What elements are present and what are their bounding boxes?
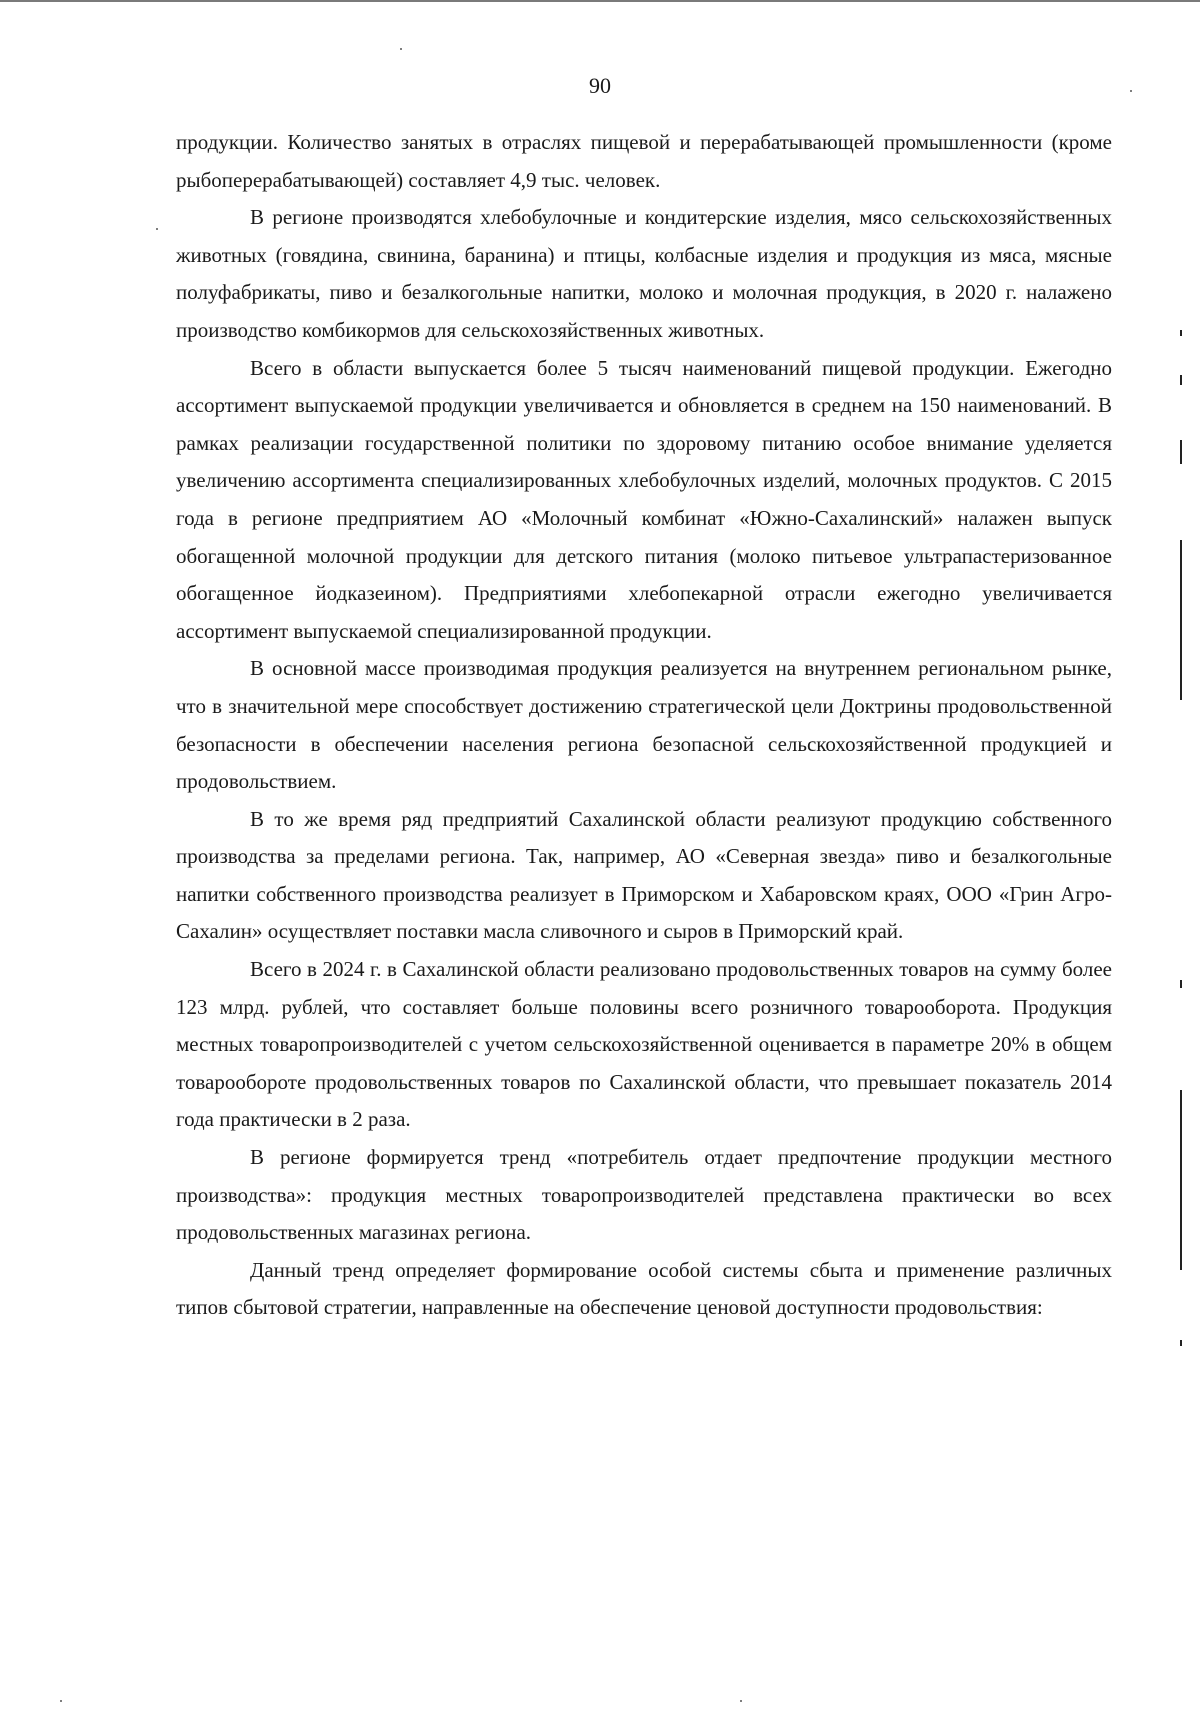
scan-speck — [740, 1700, 742, 1702]
scan-top-edge — [0, 0, 1200, 2]
paragraph-1: продукции. Количество занятых в отраслях пищевой и перерабатывающей промышленности (кроме рыбоперерабатывающей) составляет 4,9 тыс. человек. — [176, 130, 1112, 192]
page-number: 90 — [589, 73, 611, 98]
paragraph-2: В регионе производятся хлебобулочные и кондитерские изделия, мясо сельскохозяйственных животных (говядина, свинина, баранина) и птицы, колбасные изделия и продукция из мяса, мясные полуфабрикаты, пиво и безалкогольные напитки, молоко и молочная продукция, в 2020 г. налажено производство комбикормов для сельскохозяйственных животных. — [176, 205, 1112, 342]
scan-margin-marks — [1180, 330, 1184, 1380]
scan-speck — [400, 48, 402, 50]
scan-speck — [156, 228, 158, 230]
scan-speck — [60, 1700, 62, 1702]
paragraph-4: В основной массе производимая продукция реализуется на внутреннем региональном рынке, что в значительной мере способствует достижению стратегической цели Доктрины продовольственной безопасности в обеспечении населения региона безопасной сельскохозяйственной продукцией и продовольствием. — [176, 656, 1112, 794]
scan-speck — [1130, 90, 1132, 92]
paragraph-3: Всего в области выпускается более 5 тысяч наименований пищевой продукции. Ежегодно ассортимент выпускаемой продукции увеличивается и обновляется в среднем на 150 наименований. В рамках реализации государственной политики по здоровому питанию особое внимание уделяется увеличению ассортимента специализированных хлебобулочных изделий, молочных продуктов. С 2015 года в регионе предприятием АО «Молочный комбинат «Южно-Сахалинский» налажен выпуск обогащенной молочной продукции для детского питания (молоко питьевое ультрапастеризованное обогащенное йодказеином). Предприятиями хлебопекарной отрасли ежегодно увеличивается ассортимент выпускаемой специализированной продукции. — [176, 355, 1112, 643]
document-body — [176, 124, 1112, 1327]
paragraph-5: В то же время ряд предприятий Сахалинской области реализуют продукцию собственного производства за пределами региона. Так, например, АО «Северная звезда» пиво и безалкогольные напитки собственного производства реализует в Приморском и Хабаровском краях, ООО «Грин Агро-Сахалин» осуществляет поставки масла сливочного и сыров в Приморский край. — [176, 806, 1112, 944]
paragraph-7: В регионе формируется тренд «потребитель отдает предпочтение продукции местного производства»: продукция местных товаропроизводителей представлена практически во всех продовольственных магазинах региона. — [176, 1145, 1112, 1245]
paragraph-8: Данный тренд определяет формирование особой системы сбыта и применение различных типов сбытовой стратегии, направленные на обеспечение ценовой доступности продовольствия: — [176, 1257, 1112, 1320]
paragraph-6: Всего в 2024 г. в Сахалинской области реализовано продовольственных товаров на сумму более 123 млрд. рублей, что составляет больше половины всего розничного товарооборота. Продукция местных товаропроизводителей с учетом сельскохозяйственной оценивается в параметре 20% в общем товарообороте продовольственных товаров по Сахалинской области, что превышает показатель 2014 года практически в 2 раза. — [176, 957, 1112, 1132]
